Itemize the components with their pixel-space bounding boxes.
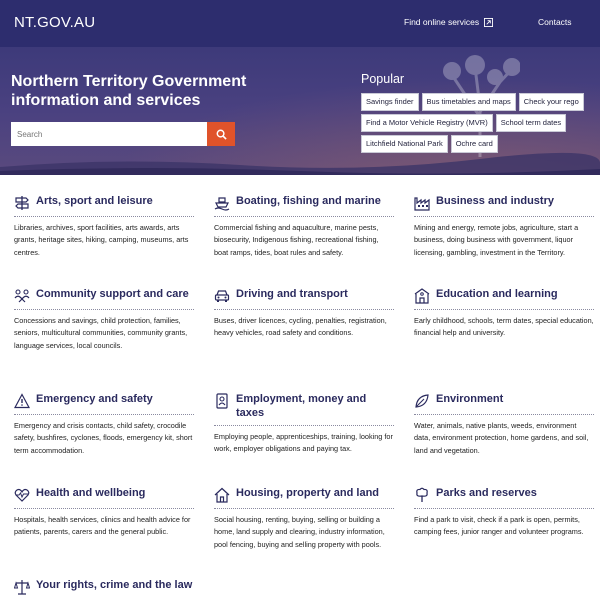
page-title: Northern Territory Government information and services — [11, 73, 247, 109]
site-logo[interactable]: NT.GOV.AU — [14, 14, 96, 31]
category-link[interactable]: Community support and care — [36, 288, 189, 300]
category-link[interactable]: Emergency and safety — [36, 393, 153, 405]
popular-link-litchfield[interactable]: Litchfield National Park — [361, 135, 448, 153]
category-rights — [14, 578, 194, 595]
id-badge-icon — [214, 393, 230, 409]
category-link[interactable]: Driving and transport — [236, 288, 348, 300]
category-employment — [214, 392, 394, 456]
contacts-link[interactable]: Contacts — [538, 17, 572, 27]
divider — [414, 309, 594, 310]
category-link[interactable]: Health and wellbeing — [36, 487, 146, 499]
category-description: Buses, driver licences, cycling, penalties, registration, heavy vehicles, road safety and conditions. — [214, 316, 387, 338]
category-link[interactable]: Environment — [436, 393, 504, 405]
leaf-icon — [414, 393, 430, 409]
factory-icon — [414, 195, 430, 211]
popular-link-savings-finder[interactable]: Savings finder — [361, 93, 419, 111]
divider — [14, 508, 194, 509]
popular-link-find-mvr[interactable]: Find a Motor Vehicle Registry (MVR) — [361, 114, 493, 132]
search-input[interactable] — [11, 122, 207, 146]
category-link[interactable]: Employment, money and taxes — [236, 393, 367, 419]
category-education — [414, 287, 594, 340]
category-housing — [214, 486, 394, 551]
popular-link-check-rego[interactable]: Check your rego — [519, 93, 584, 111]
category-link[interactable]: Parks and reserves — [436, 487, 537, 499]
top-bar — [0, 0, 600, 47]
category-emergency — [14, 392, 194, 457]
find-online-services-label: Find online services — [404, 17, 480, 27]
popular-heading: Popular — [361, 72, 405, 86]
category-link[interactable]: Boating, fishing and marine — [236, 195, 381, 207]
boat-icon — [214, 195, 230, 211]
divider — [14, 216, 194, 217]
divider — [14, 309, 194, 310]
category-description: Hospitals, health services, clinics and health advice for patients, parents, carers and the general public. — [14, 515, 191, 537]
category-description: Mining and energy, remote jobs, agriculture, start a business, doing business with government, liquor licensing, gambling, investment in the Territory. — [414, 223, 579, 257]
popular-link-school-term-dates[interactable]: School term dates — [496, 114, 566, 132]
school-icon — [414, 288, 430, 304]
signpost-icon — [14, 195, 30, 211]
category-description: Concessions and savings, child protection, families, seniors, multicultural communities, community grants, language services, local councils. — [14, 316, 188, 350]
warning-icon — [14, 393, 30, 409]
house-icon — [214, 487, 230, 503]
category-description: Emergency and crisis contacts, child safety, crocodile safety, bushfires, cyclones, floods, emergency kit, short term accommodation. — [14, 421, 193, 455]
scales-icon — [14, 579, 30, 595]
popular-link-ochre-card[interactable]: Ochre card — [451, 135, 498, 153]
divider — [214, 309, 394, 310]
category-grid — [0, 175, 600, 600]
category-description: Libraries, archives, sport facilities, arts awards, arts grants, heritage sites, hiking, camping, museums, arts centres. — [14, 223, 189, 257]
tree-icon — [414, 487, 430, 503]
category-description: Early childhood, schools, term dates, special education, financial help and university. — [414, 316, 594, 338]
category-driving — [214, 287, 394, 340]
search-icon — [216, 129, 227, 140]
divider — [214, 425, 394, 426]
external-link-icon — [484, 18, 493, 27]
category-description: Social housing, renting, buying, selling or building a home, land supply and clearing, industry information, pool fencing, buying and selling property with pools. — [214, 515, 385, 549]
category-environment — [414, 392, 594, 457]
category-description: Commercial fishing and aquaculture, marine pests, biosecurity, Indigenous fishing, recreational fishing, boat ramps, tides, boat rules and safety. — [214, 223, 379, 257]
people-icon — [14, 288, 30, 304]
category-link[interactable]: Arts, sport and leisure — [36, 195, 153, 207]
search-button[interactable] — [207, 122, 235, 146]
category-business — [414, 194, 594, 259]
hero-banner — [0, 47, 600, 175]
category-community — [14, 287, 194, 352]
category-description: Employing people, apprenticeships, training, looking for work, employer obligations and paying tax. — [214, 432, 393, 454]
find-online-services-link[interactable] — [404, 17, 493, 27]
category-link[interactable]: Your rights, crime and the law — [36, 579, 193, 591]
car-icon — [214, 288, 230, 304]
category-description: Water, animals, native plants, weeds, environment data, environment protection, home gardens, and soil, land and vegetation. — [414, 421, 589, 455]
divider — [414, 414, 594, 415]
divider — [414, 508, 594, 509]
category-link[interactable]: Housing, property and land — [236, 487, 380, 499]
divider — [214, 216, 394, 217]
divider — [214, 508, 394, 509]
category-link[interactable]: Education and learning — [436, 288, 558, 300]
divider — [14, 414, 194, 415]
heartbeat-icon — [14, 487, 30, 503]
category-link[interactable]: Business and industry — [436, 195, 554, 207]
popular-link-bus-timetables[interactable]: Bus timetables and maps — [422, 93, 516, 111]
category-arts — [14, 194, 194, 259]
divider — [414, 216, 594, 217]
popular-links — [361, 93, 595, 153]
category-parks — [414, 486, 594, 539]
category-boating — [214, 194, 394, 259]
category-description: Find a park to visit, check if a park is open, permits, camping fees, junior ranger and volunteer programs. — [414, 515, 584, 537]
category-health — [14, 486, 194, 539]
